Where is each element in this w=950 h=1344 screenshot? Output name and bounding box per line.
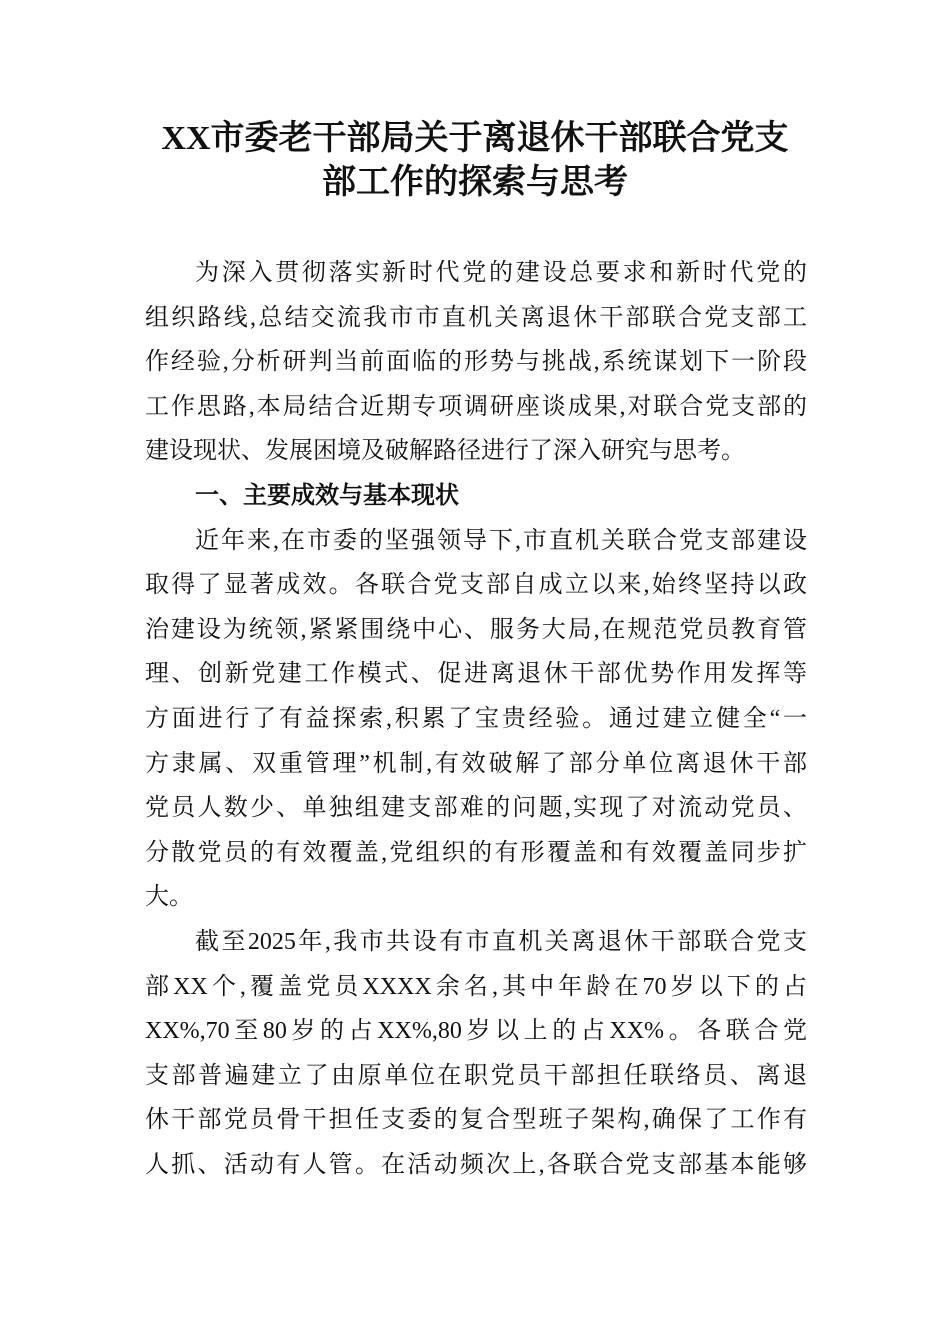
- text-line: 取得了显著成效。各联合党支部自成立以来,始终坚持以政: [145, 572, 807, 599]
- text-line: 治建设为统领,紧紧围绕中心、服务大局,在规范党员教育管: [145, 616, 807, 643]
- section-heading: [145, 474, 807, 519]
- text-line: 方隶属、双重管理”机制,有效破解了部分单位离退休干部: [145, 750, 807, 777]
- text-line: 为深入贯彻落实新时代党的建设总要求和新时代党的: [195, 260, 807, 286]
- text-line: 近年来,在市委的坚强领导下,市直机关联合党支部建设: [195, 527, 807, 554]
- document-body: [145, 251, 807, 1187]
- title-line: XX市委老干部局关于离退休干部联合党支: [161, 120, 789, 157]
- text-line: 党员人数少、单独组建支部难的问题,实现了对流动党员、: [145, 795, 807, 822]
- text-line: 大。: [145, 884, 193, 911]
- text-line: 休干部党员骨干担任支委的复合型班子架构,确保了工作有: [145, 1107, 807, 1134]
- text-line: 工作思路,本局结合近期专项调研座谈成果,对联合党支部的: [145, 393, 807, 420]
- text-line: XX%,70至80岁的占XX%,80岁以上的占XX%。各联合党: [145, 1018, 807, 1045]
- text-line: 方面进行了有益探索,积累了宝贵经验。通过建立健全“一: [145, 705, 807, 732]
- text-line: 截至2025年,我市共设有市直机关离退休干部联合党支: [195, 928, 807, 955]
- text-line: 部XX个,覆盖党员XXXX余名,其中年龄在70岁以下的占: [145, 973, 807, 1000]
- text-line: 组织路线,总结交流我市市直机关离退休干部联合党支部工: [145, 304, 807, 331]
- text-line: 作经验,分析研判当前面临的形势与挑战,系统谋划下一阶段: [145, 349, 807, 376]
- text-line: 分散党员的有效覆盖,党组织的有形覆盖和有效覆盖同步扩: [145, 839, 807, 866]
- title-line: 部工作的探索与思考: [322, 164, 628, 201]
- text-line: 支部普遍建立了由原单位在职党员干部担任联络员、离退: [145, 1062, 807, 1089]
- text-line: 人抓、活动有人管。在活动频次上,各联合党支部基本能够: [145, 1151, 807, 1178]
- text-line: 建设现状、发展困境及破解路径进行了深入研究与思考。: [145, 438, 745, 465]
- paragraph: [145, 251, 807, 474]
- text-line: 理、创新党建工作模式、促进离退休干部优势作用发挥等: [145, 661, 807, 688]
- paragraph: [145, 920, 807, 1188]
- paragraph: [145, 519, 807, 920]
- document-title: [120, 117, 830, 205]
- text-line: 一、主要成效与基本现状: [195, 481, 459, 509]
